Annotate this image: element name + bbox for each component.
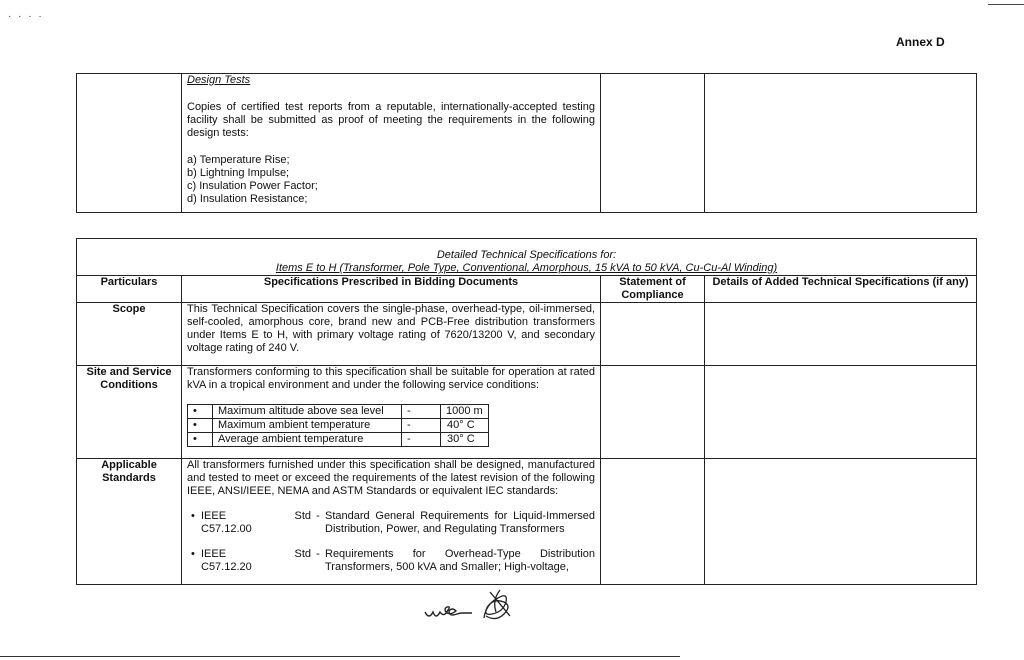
bullet: • xyxy=(188,419,213,433)
header-compliance: Statement of Compliance xyxy=(601,276,705,303)
list-item: a) Temperature Rise; xyxy=(187,154,290,166)
condition-name: Average ambient temperature xyxy=(213,433,402,447)
compliance-cell xyxy=(601,74,705,213)
site-text: Transformers conforming to this specification shall be suitable for operation at rated kVA in a tropical environment and under the following service conditions: xyxy=(187,366,595,391)
condition-value: 1000 m xyxy=(441,405,489,419)
standard-id xyxy=(187,548,311,574)
list-item xyxy=(187,548,595,574)
signature-initials xyxy=(420,582,530,632)
header-details: Details of Added Technical Specifications (if any) xyxy=(705,276,977,303)
scan-edge-line xyxy=(988,4,1024,5)
design-tests-cell xyxy=(182,74,601,213)
details-cell xyxy=(705,366,977,459)
standard-number: C57.12.00 xyxy=(201,523,252,535)
row-label-standards: Applicable Standards xyxy=(77,459,182,585)
list-item: b) Lightning Impulse; xyxy=(187,167,290,179)
standards-text: All transformers furnished under this specification shall be designed, manufactured and tested to meet or exceed the requirements of the latest revision of the following IEEE, ANSI/IEEE, NEMA and ASTM Standards or equivalent IEC standards: xyxy=(187,459,595,497)
table-caption xyxy=(77,239,977,276)
condition-dash: - xyxy=(402,433,441,447)
caption-line-2: Items E to H (Transformer, Pole Type, Conventional, Amorphous, 15 kVA to 50 kVA, Cu-Cu-Al Winding) xyxy=(275,262,778,274)
condition-value: 40° C xyxy=(441,419,489,433)
standards-cell xyxy=(182,459,601,585)
details-cell xyxy=(705,459,977,585)
condition-value: 30° C xyxy=(441,433,489,447)
caption-line-1: Detailed Technical Specifications for: xyxy=(436,249,617,261)
table-row xyxy=(77,303,977,366)
compliance-cell xyxy=(601,366,705,459)
standard-description: Requirements for Overhead-Type Distribution Transformers, 500 kVA and Smaller; High-voltage, xyxy=(325,548,595,573)
details-cell xyxy=(705,303,977,366)
table-row xyxy=(77,459,977,585)
conditions-list xyxy=(187,404,489,447)
table-row xyxy=(77,366,977,459)
design-tests-title: Design Tests xyxy=(187,74,251,86)
compliance-cell xyxy=(601,459,705,585)
bullet: • xyxy=(188,433,213,447)
table-caption-row xyxy=(77,239,977,276)
condition-name: Maximum ambient temperature xyxy=(213,419,402,433)
bullet: • xyxy=(188,405,213,419)
spec-table xyxy=(76,238,977,585)
empty-cell xyxy=(77,74,182,213)
standard-std: Std xyxy=(294,510,311,522)
standard-std: Std xyxy=(294,548,311,560)
page-bottom-line xyxy=(0,656,680,657)
annex-label: Annex D xyxy=(896,35,945,49)
header-specifications: Specifications Prescribed in Bidding Documents xyxy=(182,276,601,303)
standard-org: • IEEE xyxy=(201,548,227,560)
list-item: c) Insulation Power Factor; xyxy=(187,180,318,192)
list-item xyxy=(188,433,489,447)
standard-number: C57.12.20 xyxy=(201,561,252,573)
standard-id xyxy=(187,510,311,536)
compliance-cell xyxy=(601,303,705,366)
condition-dash: - xyxy=(402,419,441,433)
list-item xyxy=(188,419,489,433)
row-label-site: Site and Service Conditions xyxy=(77,366,182,459)
list-item xyxy=(188,405,489,419)
standard-dash: - xyxy=(316,548,320,560)
table-header-row xyxy=(77,276,977,303)
design-tests-list xyxy=(187,154,595,206)
design-tests-table xyxy=(76,73,977,213)
design-tests-intro: Copies of certified test reports from a reputable, internationally-accepted testing facility shall be submitted as proof of meeting the requirements in the following design tests: xyxy=(187,101,595,139)
standard-description: Standard General Requirements for Liquid-Immersed Distribution, Power, and Regulating Transformers xyxy=(325,510,595,535)
list-item xyxy=(187,510,595,536)
scan-artifact: · · · · xyxy=(8,11,44,22)
condition-name: Maximum altitude above sea level xyxy=(213,405,402,419)
row-label-scope: Scope xyxy=(77,303,182,366)
site-cell xyxy=(182,366,601,459)
scope-text: This Technical Specification covers the single-phase, overhead-type, oil-immersed, self-cooled, amorphous core, brand new and PCB-Free distribution transformers under Items E to H, with primary voltage rating of 7620/13200 V, and secondary voltage rating of 240 V. xyxy=(182,303,601,366)
header-particulars: Particulars xyxy=(77,276,182,303)
details-cell xyxy=(705,74,977,213)
list-item: d) Insulation Resistance; xyxy=(187,193,308,205)
condition-dash: - xyxy=(402,405,441,419)
standard-dash: - xyxy=(316,510,320,522)
standard-org: • IEEE xyxy=(201,510,227,522)
